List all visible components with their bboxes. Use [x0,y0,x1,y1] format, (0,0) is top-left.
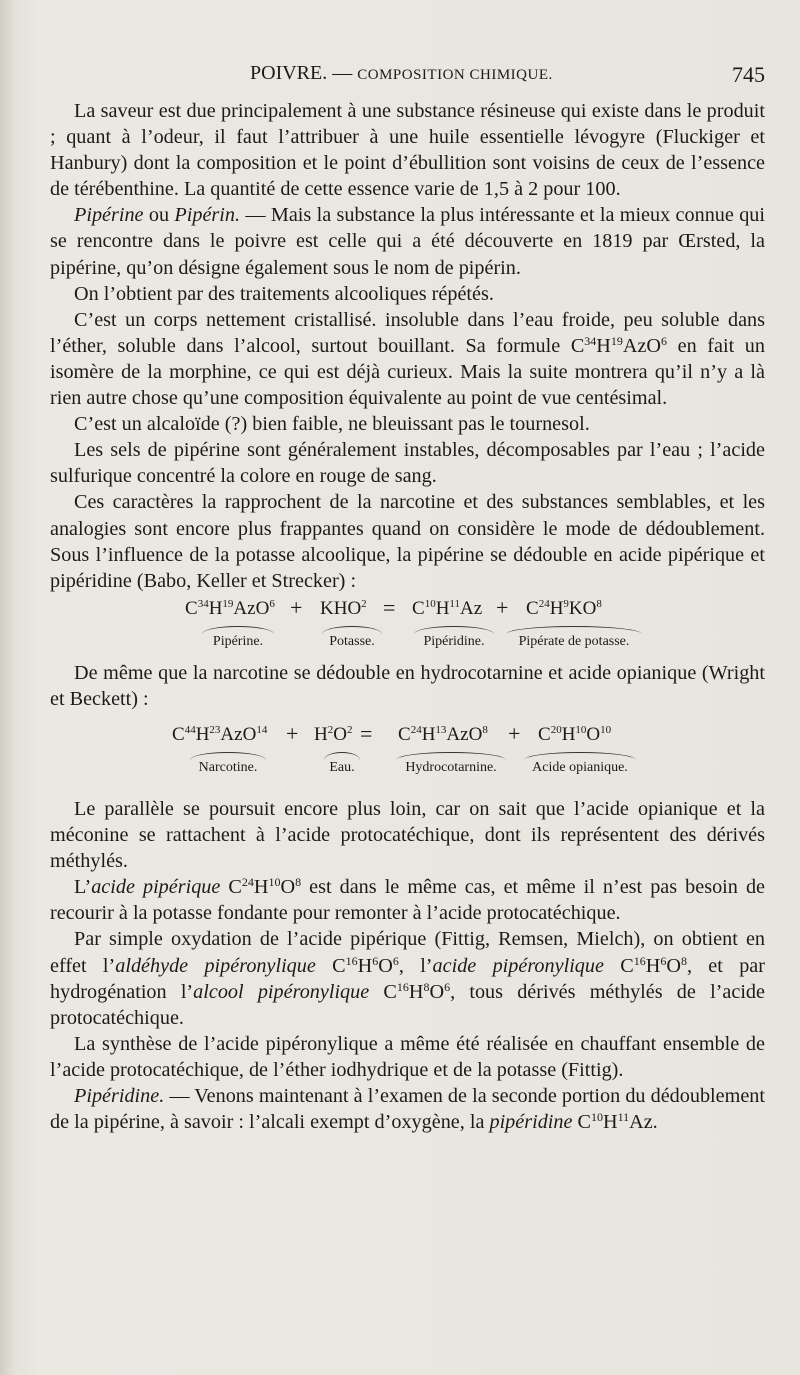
formula-part: C [538,723,551,745]
term-aldehyde: aldéhyde pipéronylique [115,954,316,977]
text-fragment: O [666,954,681,977]
section-title-piperidine: Pipéridine. [74,1085,165,1107]
formula-part: O [333,723,347,745]
text-fragment: est dans le même cas, et même il n’est pas besoin de recourir à la potasse fondante pour remonter à l’acide protocatéchique. [50,876,765,925]
text-fragment: , et par hydrogénation l’ [50,954,765,1003]
label-piperidine: Pipéridine. [414,626,494,655]
subscript: 6 [444,979,451,994]
paragraph-piperine [50,202,765,280]
subscript: 34 [584,333,597,348]
label-eau: Eau. [324,752,360,781]
paragraph-alcaloide: C’est un alcaloïde (?) bien faible, ne bleuissant pas le tournesol. [74,413,590,436]
formula-part: H [421,723,436,745]
formula-piperate [526,596,602,622]
text-fragment: , l’ [398,954,433,977]
formula-index: 44 [184,723,196,736]
page-header [50,60,765,92]
formula-index: 24 [538,597,550,610]
formula-piperine [185,596,275,622]
paragraph-cristallise [50,307,765,411]
formula-index: 14 [256,723,268,736]
formula-index: 10 [600,723,612,736]
formula-part: O [586,723,601,745]
running-title-section: COMPOSITION CHIMIQUE. [357,67,553,83]
formula-part: Az [460,597,483,619]
text-fragment: O [429,980,445,1003]
text-fragment: H [602,1111,618,1134]
page-body [50,98,765,1135]
text-fragment: AzO [622,334,662,357]
subscript: 11 [617,1110,630,1125]
formula-part: H [314,723,328,745]
formula-index: 13 [435,723,447,736]
text-fragment: C [603,954,634,977]
formula-eau [314,722,352,748]
paragraph-acide-piperique [50,874,765,926]
subscript: 8 [680,953,687,968]
text-fragment: C [572,1111,591,1134]
subscript: 16 [633,953,646,968]
formula-part: AzO [446,723,483,745]
formula-potasse [320,596,367,622]
subscript: 6 [392,953,399,968]
formula-part: C [398,723,411,745]
formula-index: 8 [482,723,488,736]
subscript: 8 [423,979,430,994]
formula-index: 2 [346,723,353,736]
subscript: 24 [241,875,254,890]
formula-index: 2 [361,597,367,610]
term-piperidine: pipéridine [489,1111,573,1134]
formula-index: 2 [327,723,334,736]
subscript: 16 [396,979,409,994]
formula-part: C [185,597,198,619]
subscript: 16 [345,953,358,968]
paragraph-parallele: Le parallèle se poursuit encore plus loin, car on sait que l’acide opianique et la méconine se rattachent à l’acide protocatéchique, dont ils représentent des dérivés méthylés. [50,797,765,873]
paragraph-piperidine [50,1083,765,1135]
formula-part: C [172,723,185,745]
formula-part: AzO [233,597,270,619]
label-piperine: Pipérine. [202,626,274,655]
page-number: 745 [732,62,765,87]
text-fragment: C [315,954,346,977]
formula-narcotine [172,722,267,748]
subscript: 19 [610,333,623,348]
formula-part: C [412,597,425,619]
section-title-piperin: Pipérin. [174,204,241,227]
formula-piperidine [412,596,482,622]
term-acide-piperique: acide pipérique [91,876,221,899]
section-title-piperine: Pipérine [74,204,144,227]
text-fragment: Az. [629,1111,658,1134]
formula-index: 9 [563,597,569,610]
formula-part: H [435,597,450,619]
text-fragment: C’est un corps nettement cristallisé. insoluble dans l’eau froide, peu soluble dans l’éther, soluble dans l’alcool, surtout bouillant. Sa formule C [50,308,765,357]
text-fragment: — Venons maintenant à l’examen de la seconde portion du dédoublement de la pipérine, à savoir : l’alcali exempt d’oxygène, la [50,1085,765,1134]
paragraph-saveur: La saveur est due principalement à une substance résineuse qui existe dans le produit ; quant à l’odeur, il faut l’attribuer à une huile essentielle lévogyre (Fluckiger et Hanbury) dont la composition et le point d’ébullition sont voisins de ceux de l’essence de térébenthine. La quantité de cette essence varie de 1,5 à 2 pour 100. [50,100,765,201]
text-fragment: H [596,334,611,357]
paragraph-sels: Les sels de pipérine sont généralement instables, décomposables par l’eau ; l’acide sulfurique concentré la colore en rouge de sang. [50,439,765,488]
subscript: 8 [295,875,302,890]
paragraph-caracteres: Ces caractères la rapprochent de la narcotine et des substances semblables, et les analogies sont encore plus frappantes quand on considère le mode de dédoublement. Sous l’influence de la potasse alcoolique, la pipérine se dédouble en acide pipérique et pipéridine (Babo, Keller et Strecker) : [50,491,765,592]
plus-sign: + [496,594,509,620]
subscript: 6 [660,953,667,968]
formula-part: H [195,723,210,745]
equals-sign: = [383,594,396,620]
label-narcotine: Narcotine. [190,752,266,781]
formula-index: 11 [449,597,461,610]
equation-narcotine [50,722,765,780]
text-fragment: , tous dérivés méthylés de l’acide protocatéchique. [50,980,765,1029]
running-title-main: POIVRE. — [250,62,353,84]
formula-index: 20 [550,723,562,736]
formula-part: KO [568,597,597,619]
label-hydrocotarnine: Hydrocotarnine. [396,752,506,781]
formula-part: H [208,597,223,619]
text-fragment: C [369,980,397,1003]
formula-index: 10 [424,597,436,610]
text-fragment: O [280,876,296,899]
equation-piperine [50,596,765,654]
formula-acide-opianique [538,722,611,748]
formula-part: C [526,597,539,619]
label-potasse: Potasse. [322,626,382,655]
formula-index: 6 [269,597,275,610]
paragraph-oxydation [50,926,765,1030]
equals-sign: = [360,720,373,746]
subscript: 10 [268,875,281,890]
formula-index: 19 [222,597,234,610]
text-fragment: ou [143,204,175,227]
text-fragment: — Mais la substance la plus intéressante et la mieux connue qui se rencontre dans le poivre est celle qui a été découverte en 1819 par Œrsted, la pipérine, qu’on désigne également sous le nom de pipérin. [50,204,765,279]
subscript: 6 [661,333,668,348]
formula-index: 24 [410,723,422,736]
subscript: 10 [590,1110,603,1125]
plus-sign: + [508,720,521,746]
label-piperate: Pipérate de potasse. [506,626,642,655]
formula-part: H [561,723,576,745]
text-fragment: H [357,954,373,977]
paragraph-obtention: On l’obtient par des traitements alcooliques répétés. [74,282,494,305]
formula-index: 8 [596,597,602,610]
text-fragment: O [378,954,393,977]
formula-hydrocotarnine [398,722,488,748]
text-fragment: H [253,876,269,899]
text-fragment: en fait un isomère de la morphine, ce qui est déjà curieux. Mais la suite montrera qu’il n’y a là rien autre chose qu’une composition équivalente au point de vue centésimal. [50,334,765,410]
formula-part: H [549,597,564,619]
text-fragment: H [408,980,424,1003]
label-acide-opianique: Acide opianique. [524,752,636,781]
text-fragment: L’ [74,876,92,899]
plus-sign: + [290,594,303,620]
text-fragment: C [220,876,242,899]
text-fragment: Par simple oxydation de l’acide pipérique (Fittig, Remsen, Mielch), on obtient en effet l’ [50,928,765,977]
subscript: 6 [372,953,379,968]
paragraph-synthese: La synthèse de l’acide pipéronylique a même été réalisée en chauffant ensemble de l’acide protocatéchique, de l’éther iodhydrique et de la potasse (Fittig). [50,1032,765,1081]
formula-index: 10 [575,723,587,736]
text-fragment: H [645,954,661,977]
paragraph-narcotine: De même que la narcotine se dédouble en hydrocotarnine et acide opianique (Wright et Beckett) : [50,661,765,710]
plus-sign: + [286,720,299,746]
formula-part: KHO [320,597,362,619]
formula-index: 23 [209,723,221,736]
term-acide-piperonylique: acide pipéronylique [432,954,604,977]
term-alcool: alcool pipéronylique [193,980,370,1003]
formula-index: 34 [197,597,209,610]
running-title [250,62,553,85]
formula-part: AzO [220,723,257,745]
